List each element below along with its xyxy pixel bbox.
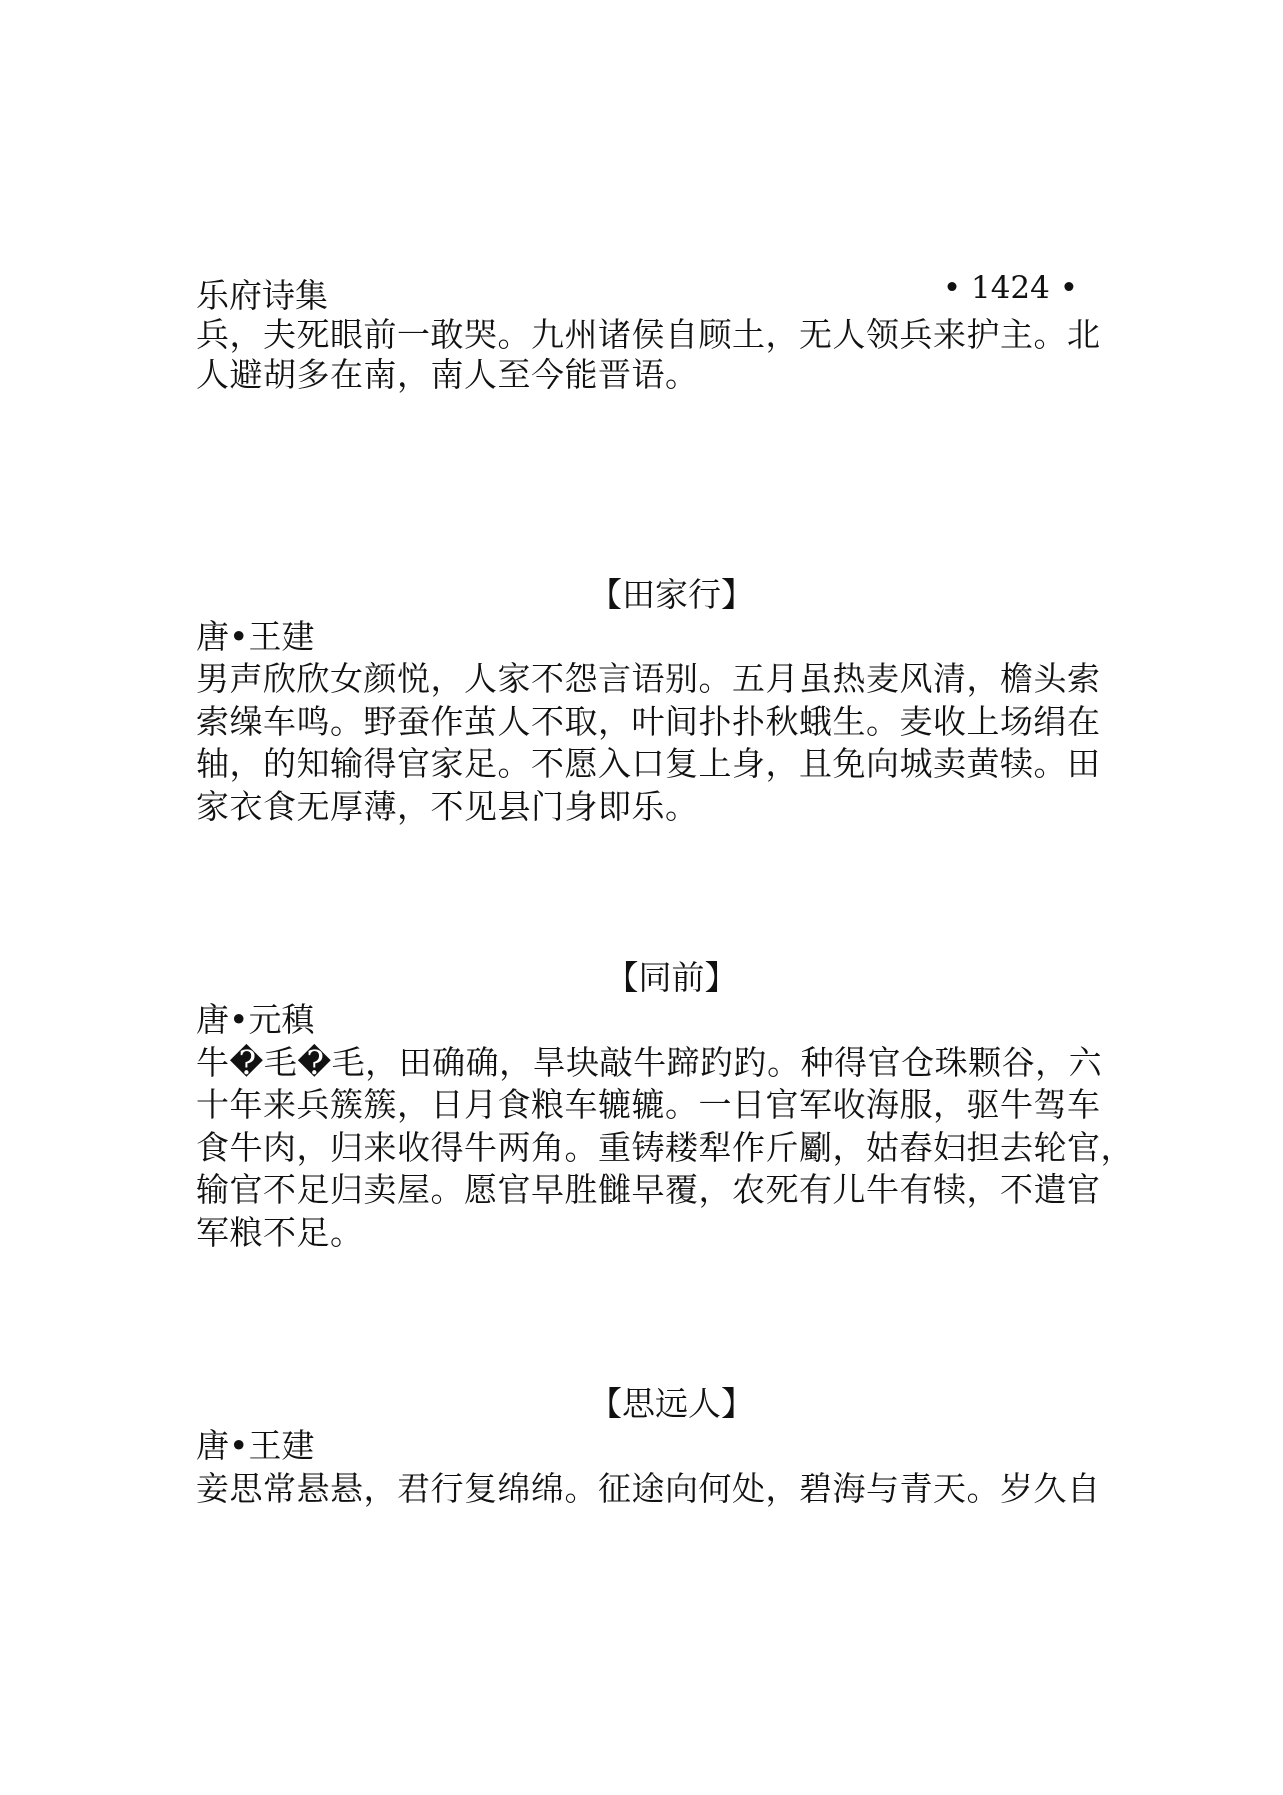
poem-line: 索缲车鸣。野蚕作茧人不取，叶间扑扑秋蛾生。麦收上场绢在 [196,702,1101,741]
poem-title: 【同前】 [605,958,738,997]
poem-line: 男声欣欣女颜悦，人家不怨言语别。五月虽热麦风清，檐头索 [196,659,1101,698]
poem-line: 妾思常悬悬，君行复绵绵。征途向何处，碧海与青天。岁久自 [196,1469,1101,1508]
poem-author: 唐•王建 [196,617,315,656]
poem-line: 家衣食无厚薄，不见县门身即乐。 [196,787,699,826]
book-title: 乐府诗集 [196,276,328,315]
poem-line: 牛�毛�毛，田确确，旱块敲牛蹄趵趵。种得官仓珠颗谷，六 [196,1043,1103,1082]
poem-author: 唐•王建 [196,1426,315,1465]
page-number: • 1424 • [942,270,1078,306]
continuation-line: 人避胡多在南，南人至今能晋语。 [196,355,699,394]
poem-line: 食牛肉，归来收得牛两角。重铸耧犁作斤劚，姑舂妇担去轮官， [196,1128,1134,1167]
poem-title: 【思远人】 [589,1384,754,1423]
continuation-line: 兵，夫死眼前一敢哭。九州诸侯自顾土，无人领兵来护主。北 [196,315,1101,354]
poem-line: 十年来兵簇簇，日月食粮车辘辘。一日官军收海服，驱牛驾车 [196,1085,1101,1124]
poem-author: 唐•元稹 [196,1000,315,1039]
poem-line: 输官不足归卖屋。愿官早胜雠早覆，农死有儿牛有犊，不遣官 [196,1170,1101,1209]
poem-line: 军粮不足。 [196,1213,364,1252]
poem-line: 轴，的知输得官家足。不愿入口复上身，且免向城卖黄犊。田 [196,744,1101,783]
poem-title: 【田家行】 [589,575,754,614]
